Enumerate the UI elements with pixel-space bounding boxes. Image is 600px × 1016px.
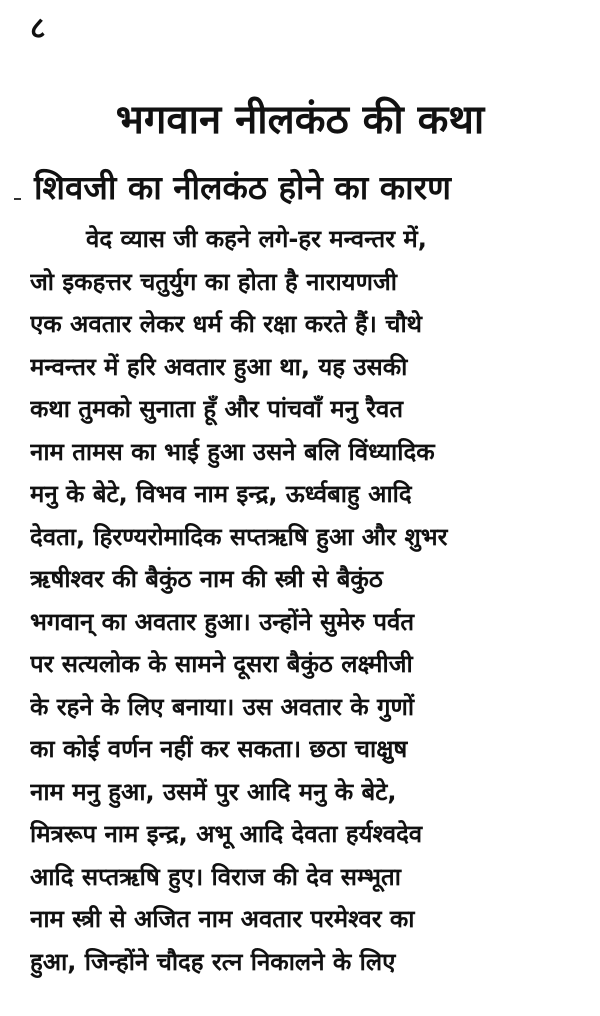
body-line: भगवान् का अवतार हुआ। उन्होंने सुमेरु पर्वत (30, 607, 414, 636)
body-text (30, 218, 578, 983)
body-line: कथा तुमको सुनाता हूँ और पांचवाँ मनु रैवत (30, 395, 404, 423)
margin-mark (14, 198, 21, 200)
body-line: नाम मनु हुआ, उसमें पुर आदि मनु के बेटे, (30, 777, 397, 806)
body-line: वेद व्यास जी कहने लगे-हर मन्वन्तर में, (86, 225, 427, 253)
body-line: मित्ररूप नाम इन्द्र, अभू आदि देवता हर्यश्वदेव (30, 820, 423, 848)
body-line: पर सत्यलोक के सामने दूसरा बैकुंठ लक्ष्मीजी (30, 650, 413, 678)
body-line: हुआ, जिन्होंने चौदह रत्न निकालने के लिए (30, 947, 396, 976)
page-number: ८ (30, 11, 46, 46)
body-line: मनु के बेटे, विभव नाम इन्द्र, ऊर्ध्वबाहु आदि (30, 480, 412, 508)
body-line: मन्वन्तर में हरि अवतार हुआ था, यह उसकी (30, 352, 408, 381)
body-line: आदि सप्तऋषि हुए। विराज की देव सम्भूता (30, 862, 401, 891)
body-line: ऋषीश्वर की बैकुंठ नाम की स्त्री से बैकुंठ (30, 565, 383, 593)
body-line: देवता, हिरण्यरोमादिक सप्तऋषि हुआ और शुभर (30, 522, 448, 551)
body-line: का कोई वर्णन नहीं कर सकता। छठा चाक्षुष (30, 735, 408, 763)
body-line: नाम तामस का भाई हुआ उसने बलि विंध्यादिक (30, 437, 435, 466)
chapter-title: भगवान नीलकंठ की कथा (115, 97, 485, 143)
body-line: नाम स्त्री से अजित नाम अवतार परमेश्वर का (30, 905, 415, 933)
body-line: एक अवतार लेकर धर्म की रक्षा करते हैं। चौथे (30, 310, 423, 338)
body-line: जो इकहत्तर चतुर्युग का होता है नारायणजी (30, 267, 397, 296)
section-subtitle: शिवजी का नीलकंठ होने का कारण (34, 168, 451, 207)
body-line: के रहने के लिए बनाया। उस अवतार के गुणों (30, 692, 415, 721)
